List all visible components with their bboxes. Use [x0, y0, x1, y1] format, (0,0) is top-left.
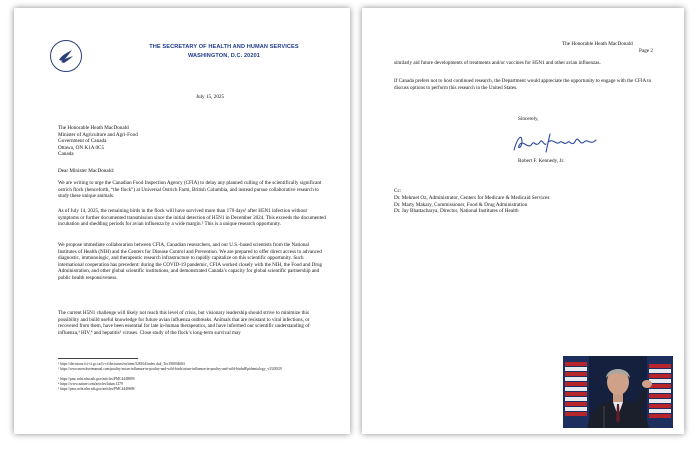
recipient-line: Minister of Agriculture and Agri-Food [58, 131, 138, 138]
speaker-photo [563, 356, 673, 428]
signature-image [510, 128, 602, 158]
recipient-line: Canada [58, 151, 74, 157]
signature-name: Robert F. Kennedy, Jr. [518, 158, 565, 164]
letterhead-title: THE SECRETARY OF HEALTH AND HUMAN SERVICES [149, 44, 299, 50]
recipient-line: Ottawa, ON K1A 0C5 [58, 144, 105, 151]
footnote: ⁵ https://pmc.ncbi.nlm.nih.gov/articles/PMC4448699/ [58, 387, 136, 391]
letter-date: July 15, 2025 [196, 94, 225, 100]
body-paragraph: The current H5N1 challenge will likely not reach this level of crisis, but visionary leadership should strive to minimize this possibility and build useful knowledge for future avian influenza outbreaks. Animals that are resistant to viral infections, or recovered from them, have been essential for late in-human therapeutics, and have informed our scientific understanding of influenza,³ HIV,⁴ and hepatitis⁵ viruses. Close study of the flock’s long-term survival may [58, 310, 310, 336]
footnote: ³ https://pmc.ncbi.nlm.nih.gov/articles/PMC4448699/ [58, 377, 136, 381]
hhs-seal-icon [50, 40, 82, 72]
cc-entry: Dr. Marty Makary, Commissioner, Food & Drug Administration [394, 201, 528, 208]
letter-page-2 [362, 8, 684, 434]
body-paragraph: As of July 14, 2025, the remaining birds in the flock will have survived more than 170 days¹ after H5N1 infection without symptoms or further documented transmission since the initial detection of H5N1 in December 2024. This exceeds the documented incubation and shedding periods for avian influenza by a wide margin.² This is a unique research opportunity. [58, 208, 326, 227]
cc-entry: Dr. Jay Bhattacharya, Director, National Institutes of Health [394, 208, 519, 214]
body-paragraph: We are writing to urge the Canadian Food Inspection Agency (CFIA) to delay any planned culling of the scientifically significant ostrich flock (henceforth, “the flock”) at Universal Ostrich Farm, British Columbia, and instead pursue collaborative research to study these unique animals. [58, 180, 322, 199]
cc-label: Cc: [394, 188, 402, 194]
body-paragraph: We propose immediate collaboration between CFIA, Canadian researchers, and our U.S.-based scientists from the National Institutes of Health (NIH) and the Centers for Disease Control and Prevention. We are prepared to offer direct access to advanced diagnostic, immunologic, and therapeutic research infrastructure to rapidly capitalize on this scientific opportunity. Such international cooperation has precedent: during the COVID-19 pandemic, CFIA worked closely with the NIH, the Food and Drug Administration, and other global scientific institutions, and demonstrated Canada’s capacity for global scientific partnership and public health responsiveness. [58, 242, 323, 281]
footnote: ⁴ https://www.nature.com/articles/lahan.1279 [58, 382, 123, 386]
recipient-line: The Honorable Heath MacDonald [58, 125, 129, 131]
page2-header-recipient: The Honorable Heath MacDonald [562, 41, 633, 47]
footnote-rule [58, 358, 138, 359]
letterhead-address: WASHINGTON, D.C. 20201 [187, 53, 261, 59]
letter-page-1 [14, 8, 350, 434]
footnote: ² https://www.merckvetmanual.com/poultry/avian-influenza-in-poultry-and-wild-birds/avian-influenza-in-poultry-and-wild-birds#Epidemiology_v3343929 [58, 367, 282, 371]
closing: Sincerely, [518, 116, 539, 122]
footnote: ¹ https://decisions.fct-cf.gc.ca/fc-cf/decisions/en/item/528164/index.do#_Toc198034684 [58, 362, 185, 366]
body-paragraph: If Canada prefers not to host continued research, the Department would appreciate the opportunity to engage with the CFIA to discuss options to perform this research in the United States. [394, 78, 652, 91]
recipient-line: Government of Canada [58, 138, 107, 144]
page2-header-page-number: Page 2 [639, 48, 653, 54]
body-paragraph: similarly aid future developments of treatments and/or vaccines for H5N1 and other avian influenzas. [394, 60, 601, 66]
salutation: Dear Minister MacDonald: [58, 168, 115, 174]
cc-entry: Dr. Mehmet Oz, Administrator, Centers for Medicare & Medicaid Services [394, 195, 550, 201]
